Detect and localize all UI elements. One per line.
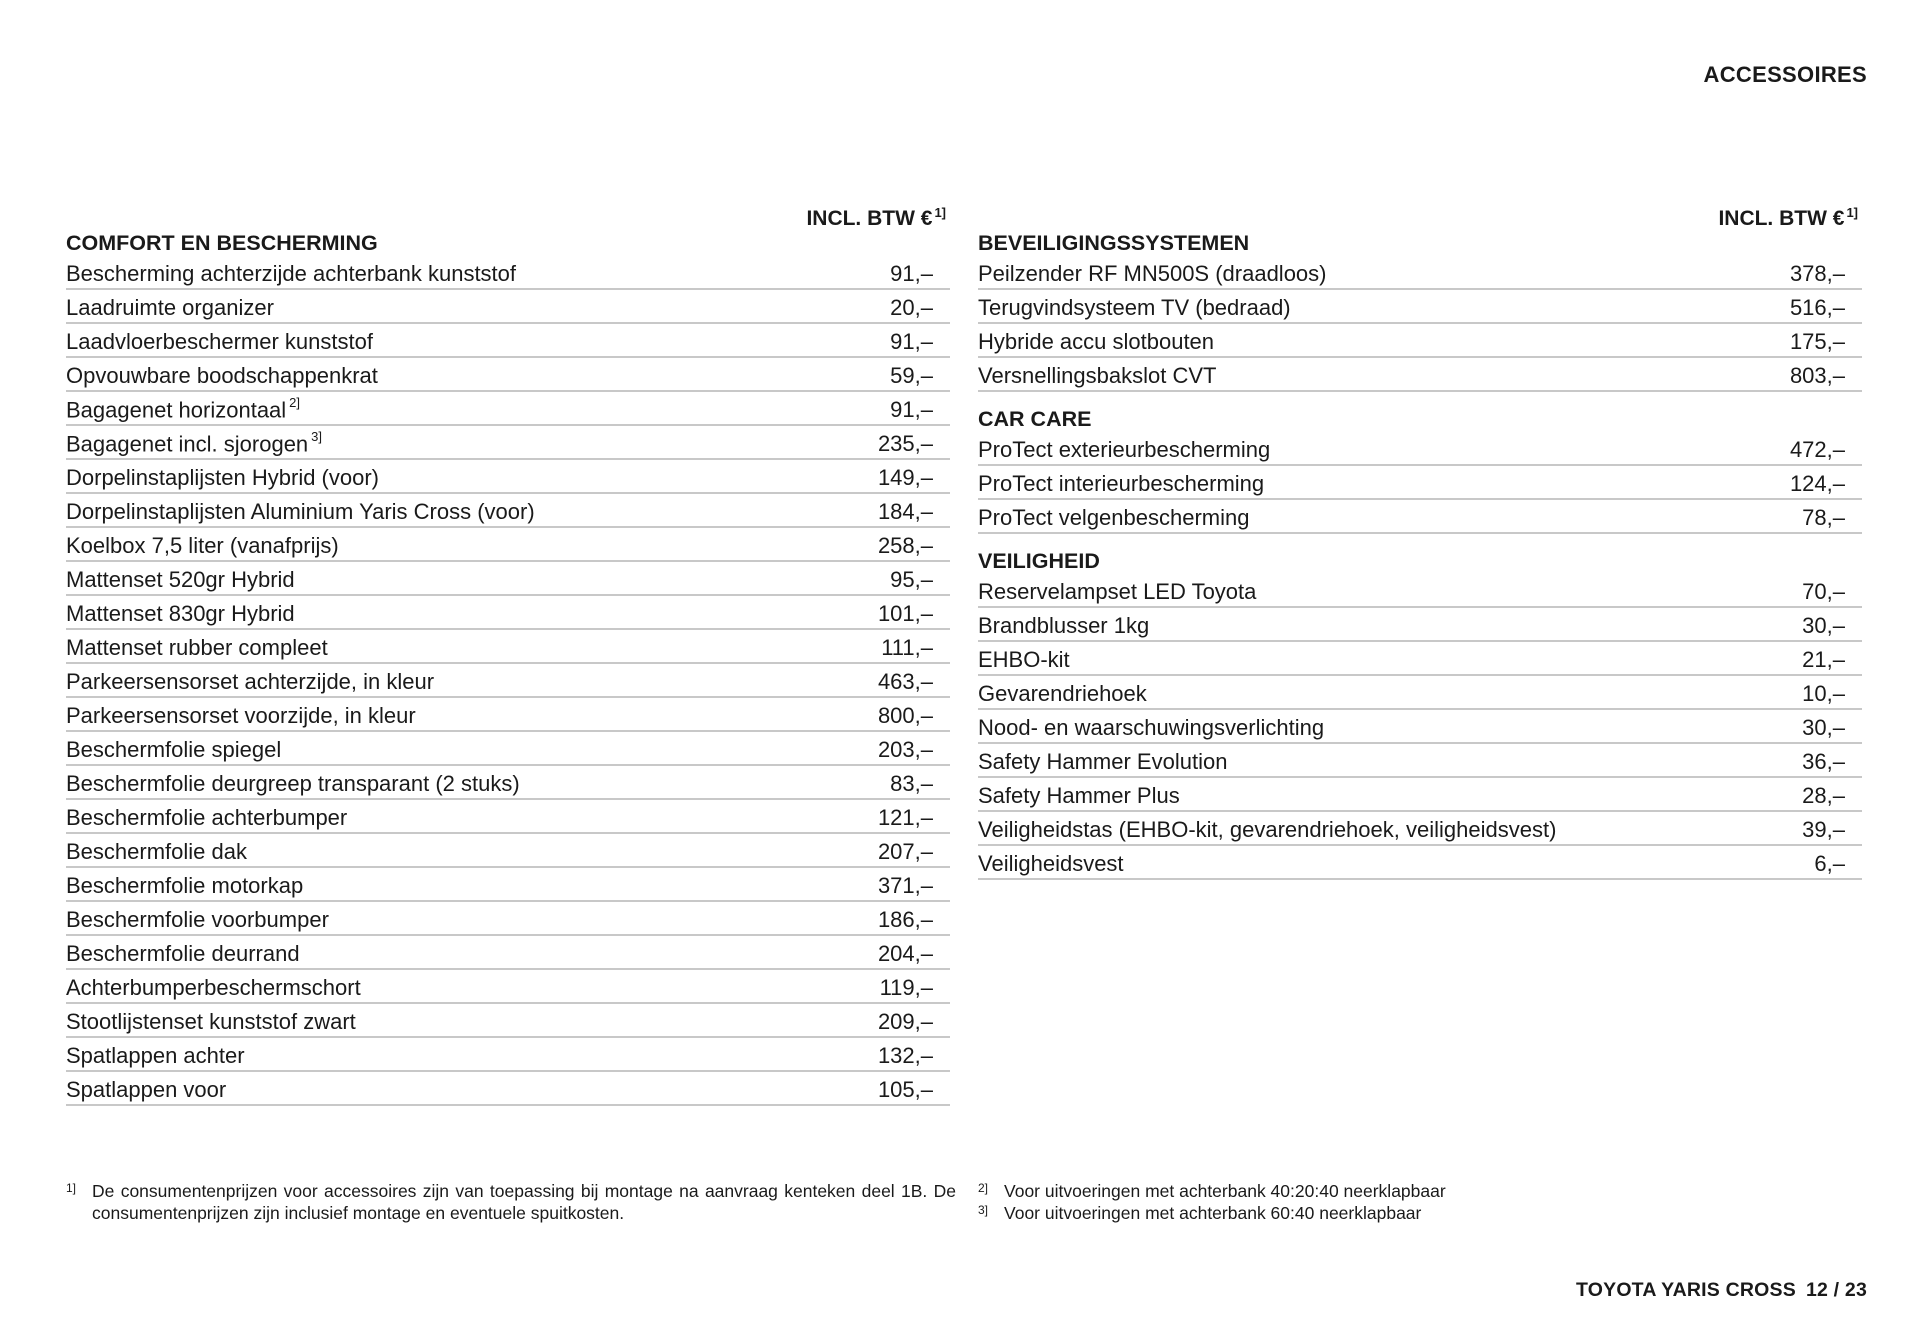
footnote-mark: 3] (978, 1203, 989, 1217)
item-name: Beschermfolie spiegel (66, 737, 282, 762)
item-price: 59,– (890, 363, 933, 388)
price-row (66, 768, 950, 800)
item-price: 258,– (877, 533, 933, 558)
item-price: 472,– (1789, 437, 1845, 462)
item-name: Beschermfolie deurrand (66, 941, 300, 966)
item-price: 207,– (877, 839, 933, 864)
item-price: 39,– (1802, 817, 1845, 842)
item-label (66, 771, 520, 797)
item-price: 95,– (890, 567, 933, 592)
item-price: 378,– (1789, 261, 1845, 286)
price-row (978, 502, 1862, 534)
price-row (978, 434, 1862, 466)
item-name: Versnellingsbakslot CVT (978, 363, 1217, 388)
price-row (66, 1006, 950, 1038)
footer-title: TOYOTA YARIS CROSS (1575, 1279, 1796, 1301)
item-label (66, 1077, 226, 1103)
item-price: 28,– (1802, 783, 1845, 808)
item-price: 149,– (877, 465, 933, 490)
price-row (978, 678, 1862, 710)
item-name: Veiligheidsvest (978, 851, 1124, 876)
item-label (978, 471, 1264, 497)
price-header (978, 198, 1862, 228)
item-label (978, 851, 1124, 877)
item-label (66, 907, 329, 933)
section-title: ACCESSOIRES (1703, 62, 1867, 87)
footnote-text: Voor uitvoeringen met achterbank 40:20:40 neerklapbaar (1004, 1181, 1446, 1201)
item-label (66, 1043, 245, 1069)
item-name: Nood- en waarschuwingsverlichting (978, 715, 1325, 740)
item-label (978, 295, 1291, 321)
item-price: 20,– (890, 295, 933, 320)
item-label (66, 1009, 356, 1035)
left-price-column (66, 198, 950, 1106)
footnote (978, 1202, 1678, 1224)
price-row (66, 462, 950, 494)
price-row (66, 326, 950, 358)
price-row (978, 258, 1862, 290)
item-label (978, 783, 1180, 809)
item-price: 111,– (881, 635, 933, 660)
price-header (66, 198, 950, 228)
item-label (978, 817, 1556, 843)
item-label (66, 261, 516, 287)
item-name: EHBO-kit (978, 647, 1070, 672)
item-price: 119,– (879, 975, 933, 1000)
item-price: 105,– (877, 1077, 933, 1102)
item-name: Mattenset rubber compleet (66, 635, 328, 660)
price-row (66, 734, 950, 766)
footnote-text: De consumentenprijzen voor accessoires zijn van toepassing bij montage na aanvraag kenteken deel 1B. De consumentenprijzen zijn inclusief montage en eventuele spuitkosten. (92, 1181, 956, 1223)
item-name: Mattenset 520gr Hybrid (66, 567, 295, 592)
right-groups (978, 228, 1862, 880)
item-name: Veiligheidstas (EHBO-kit, gevarendriehoek, veiligheidsvest) (978, 817, 1557, 842)
item-price: 36,– (1802, 749, 1845, 774)
item-label (978, 579, 1256, 605)
item-label (66, 975, 361, 1001)
item-name: ProTect interieurbescherming (978, 471, 1265, 496)
price-row (978, 712, 1862, 744)
item-price: 124,– (1789, 471, 1845, 496)
item-price: 203,– (877, 737, 933, 762)
item-name: Bescherming achterzijde achterbank kunststof (66, 261, 517, 286)
price-row (978, 644, 1862, 676)
item-price: 371,– (877, 873, 933, 898)
item-price: 184,– (877, 499, 933, 524)
group-title: VEILIGHEID (978, 549, 1100, 573)
item-price: 6,– (1814, 851, 1845, 876)
footnote (66, 1180, 956, 1224)
price-row (66, 428, 950, 460)
item-name: Laadruimte organizer (66, 295, 274, 320)
item-price: 186,– (877, 907, 933, 932)
item-footnote-ref: 2] (289, 394, 301, 410)
item-label (66, 737, 281, 763)
item-name: Koelbox 7,5 liter (vanafprijs) (66, 533, 339, 558)
item-label (66, 363, 378, 389)
price-row (66, 598, 950, 630)
item-name: Gevarendriehoek (978, 681, 1147, 706)
item-name: Terugvindsysteem TV (bedraad) (978, 295, 1291, 320)
price-row (66, 972, 950, 1004)
price-row (66, 904, 950, 936)
item-price: 30,– (1802, 613, 1845, 638)
price-row (66, 632, 950, 664)
item-name: Hybride accu slotbouten (978, 329, 1215, 354)
item-label (66, 533, 339, 559)
price-header-label: INCL. BTW € (806, 207, 933, 230)
price-row (978, 746, 1862, 778)
item-label (978, 261, 1327, 287)
item-price: 204,– (877, 941, 933, 966)
item-price: 209,– (877, 1009, 933, 1034)
price-row (66, 530, 950, 562)
item-name: Parkeersensorset voorzijde, in kleur (66, 703, 416, 728)
item-label (66, 873, 303, 899)
item-name: Mattenset 830gr Hybrid (66, 601, 295, 626)
price-row (66, 666, 950, 698)
item-label (978, 647, 1070, 673)
price-row (978, 610, 1862, 642)
price-row (66, 836, 950, 868)
group-title: CAR CARE (978, 407, 1092, 431)
item-label (66, 703, 416, 729)
item-name: Achterbumperbeschermschort (66, 975, 361, 1000)
item-price: 803,– (1789, 363, 1845, 388)
footnote-text: Voor uitvoeringen met achterbank 60:40 neerklapbaar (1004, 1203, 1422, 1223)
price-row (66, 1040, 950, 1072)
item-name: Beschermfolie voorbumper (66, 907, 329, 932)
item-name: Bagagenet horizontaal (66, 397, 287, 422)
item-price: 91,– (890, 329, 933, 354)
price-row (66, 292, 950, 324)
item-label (978, 613, 1149, 639)
item-name: Beschermfolie dak (66, 839, 247, 864)
price-row (978, 780, 1862, 812)
left-groups (66, 228, 950, 1106)
price-row (66, 360, 950, 392)
footnote-mark: 2] (978, 1181, 989, 1195)
page-number: 12 / 23 (1805, 1279, 1867, 1301)
footnote-mark: 1] (66, 1181, 77, 1195)
item-label (66, 329, 373, 355)
price-row (66, 700, 950, 732)
group-title: BEVEILIGINGSSYSTEMEN (978, 231, 1250, 255)
item-name: Beschermfolie achterbumper (66, 805, 348, 830)
item-price: 78,– (1802, 505, 1845, 530)
item-label (978, 715, 1324, 741)
item-footnote-ref: 3] (311, 428, 323, 444)
item-label (66, 839, 247, 865)
price-row (978, 292, 1862, 324)
item-price: 175,– (1789, 329, 1845, 354)
item-label (978, 681, 1147, 707)
item-name: Dorpelinstaplijsten Aluminium Yaris Cross (voor) (66, 499, 535, 524)
item-price: 70,– (1802, 579, 1845, 604)
item-price: 10,– (1802, 681, 1845, 706)
price-row (66, 1074, 950, 1106)
footnotes-right (978, 1180, 1678, 1224)
item-label (66, 805, 347, 831)
page-footer (1576, 1279, 1867, 1302)
item-name: Spatlappen achter (66, 1043, 245, 1068)
item-label (978, 505, 1249, 531)
item-label (978, 363, 1216, 389)
item-label (66, 601, 295, 627)
item-label (66, 394, 301, 423)
item-name: Peilzender RF MN500S (draadloos) (978, 261, 1327, 286)
item-name: Safety Hammer Evolution (978, 749, 1228, 774)
price-row (978, 468, 1862, 500)
item-price: 91,– (890, 261, 933, 286)
item-name: Stootlijstenset kunststof zwart (66, 1009, 356, 1034)
price-row (978, 848, 1862, 880)
item-label (66, 669, 434, 695)
item-name: Brandblusser 1kg (978, 613, 1150, 638)
item-price: 101,– (877, 601, 933, 626)
price-header-label: INCL. BTW € (1718, 207, 1845, 230)
item-price: 83,– (890, 771, 933, 796)
price-row (978, 576, 1862, 608)
price-row (66, 564, 950, 596)
item-price: 30,– (1802, 715, 1845, 740)
footnote (978, 1180, 1678, 1202)
item-name: ProTect velgenbescherming (978, 505, 1250, 530)
item-name: Safety Hammer Plus (978, 783, 1180, 808)
item-label (978, 437, 1270, 463)
price-row (66, 870, 950, 902)
price-header-note: 1] (934, 205, 946, 220)
item-price: 132,– (877, 1043, 933, 1068)
price-row (66, 394, 950, 426)
item-name: Beschermfolie deurgreep transparant (2 stuks) (66, 771, 520, 796)
item-name: Reservelampset LED Toyota (978, 579, 1257, 604)
price-row (66, 938, 950, 970)
item-label (66, 428, 323, 457)
item-label (66, 941, 300, 967)
item-price: 121,– (877, 805, 933, 830)
price-row (66, 802, 950, 834)
item-label (66, 567, 295, 593)
item-label (66, 499, 535, 525)
right-price-column (978, 198, 1862, 880)
item-label (978, 749, 1227, 775)
price-row (978, 326, 1862, 358)
item-price: 800,– (877, 703, 933, 728)
group-title: COMFORT EN BESCHERMING (66, 231, 378, 255)
price-row (66, 496, 950, 528)
item-price: 21,– (1802, 647, 1845, 672)
footnotes-left (66, 1180, 956, 1224)
item-name: Spatlappen voor (66, 1077, 227, 1102)
item-name: Bagagenet incl. sjorogen (66, 431, 309, 456)
item-price: 91,– (890, 397, 933, 422)
price-row (66, 258, 950, 290)
item-price: 516,– (1789, 295, 1845, 320)
item-name: Opvouwbare boodschappenkrat (66, 363, 378, 388)
item-label (66, 635, 328, 661)
price-row (978, 814, 1862, 846)
item-name: Laadvloerbeschermer kunststof (66, 329, 373, 354)
item-name: Dorpelinstaplijsten Hybrid (voor) (66, 465, 380, 490)
item-price: 235,– (877, 431, 933, 456)
item-price: 463,– (877, 669, 933, 694)
price-header-note: 1] (1846, 205, 1858, 220)
item-name: ProTect exterieurbescherming (978, 437, 1271, 462)
item-label (978, 329, 1214, 355)
item-label (66, 295, 274, 321)
price-row (978, 360, 1862, 392)
item-label (66, 465, 379, 491)
item-name: Parkeersensorset achterzijde, in kleur (66, 669, 435, 694)
item-name: Beschermfolie motorkap (66, 873, 304, 898)
